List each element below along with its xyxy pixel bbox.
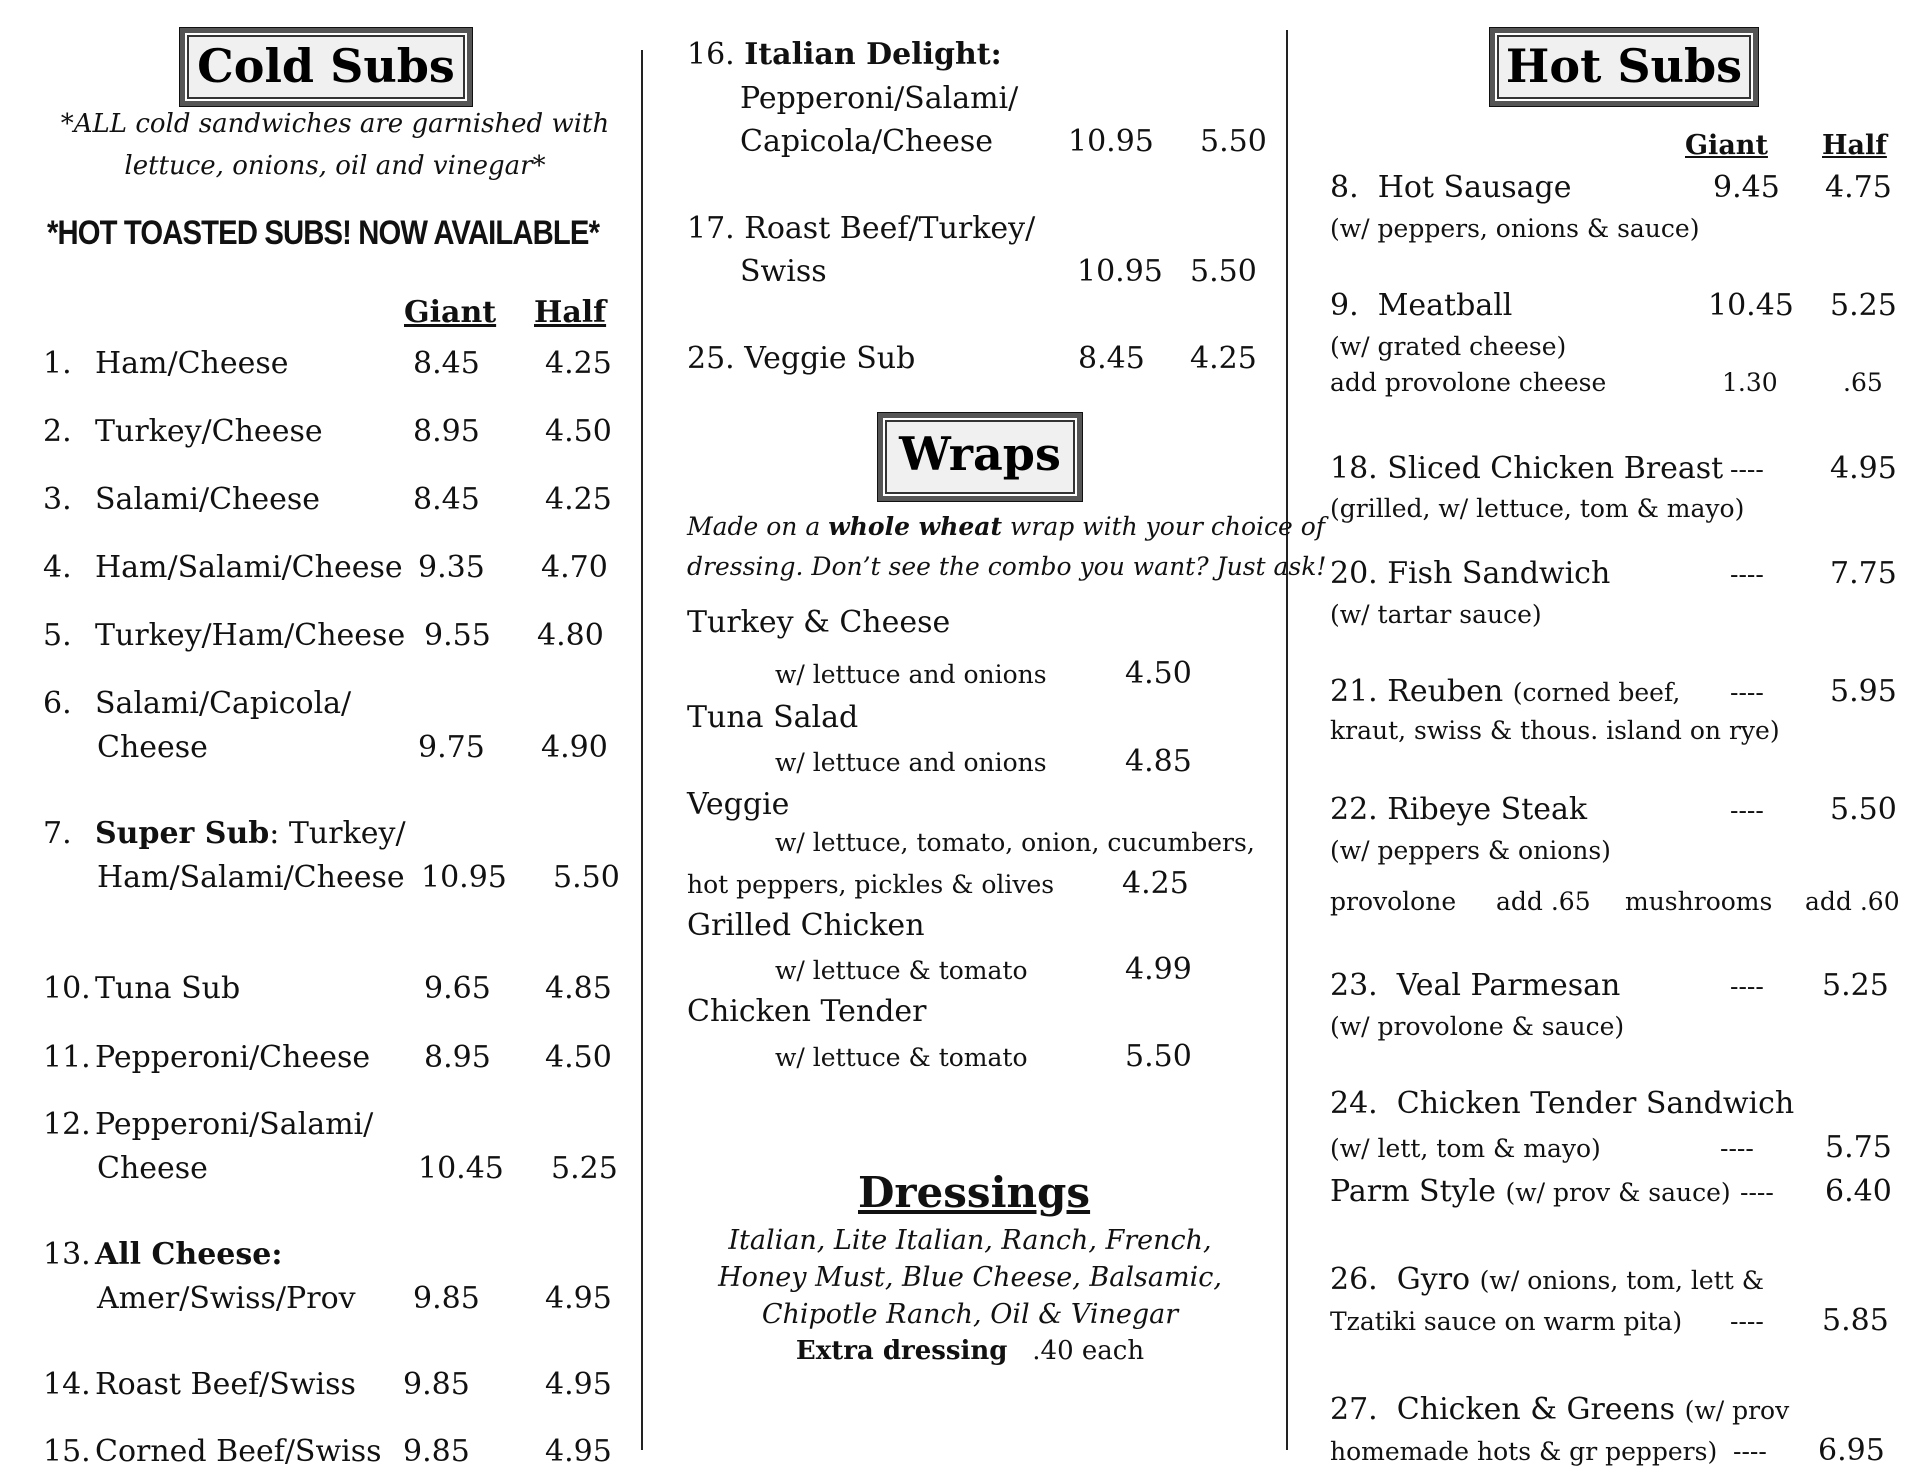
item-detail: kraut, swiss & thous. island on rye) <box>1330 716 1780 745</box>
item-name-continued: Cheese <box>97 730 208 765</box>
wraps-title: Wraps <box>878 413 1082 501</box>
item-number: 1. <box>43 346 72 381</box>
item-number: 4. <box>43 550 72 585</box>
giant-price: 8.45 <box>413 482 480 517</box>
half-price: 4.80 <box>537 618 604 653</box>
item-detail: (w/ peppers, onions & sauce) <box>1330 214 1700 243</box>
item-name: 21. Reuben (corned beef, <box>1330 674 1681 709</box>
item-name: 23. Veal Parmesan <box>1330 968 1621 1003</box>
giant-price: ---- <box>1730 972 1764 1001</box>
item-name: 22. Ribeye Steak <box>1330 792 1588 827</box>
dressings-line: Honey Must, Blue Cheese, Balsamic, <box>718 1262 1222 1293</box>
dressings-line: Italian, Lite Italian, Ranch, French, <box>728 1225 1212 1256</box>
wrap-name: Turkey & Cheese <box>687 605 951 640</box>
giant-price: 8.95 <box>424 1040 491 1075</box>
item-name: Pepperoni/Salami/ <box>95 1107 374 1142</box>
half-price: 4.75 <box>1825 170 1892 205</box>
wraps-note: Made on a whole wheat wrap with your choice of <box>687 512 1326 541</box>
item-name: 27. Chicken & Greens (w/ prov <box>1330 1392 1790 1427</box>
wrap-name: Grilled Chicken <box>687 908 925 943</box>
giant-price: ---- <box>1730 796 1764 825</box>
variant-name: Parm Style (w/ prov & sauce) <box>1330 1174 1731 1209</box>
item-number: 14. <box>43 1367 91 1402</box>
middle-column <box>645 0 1327 1484</box>
wrap-price: 5.50 <box>1125 1039 1192 1074</box>
half-header: Half <box>1822 130 1887 161</box>
item-name: 18. Sliced Chicken Breast <box>1330 451 1724 486</box>
half-price: 5.50 <box>1830 792 1897 827</box>
giant-header: Giant <box>1685 130 1768 161</box>
item-detail: (w/ peppers & onions) <box>1330 836 1611 865</box>
item-name: 25. Veggie Sub <box>687 341 916 376</box>
wrap-name: Veggie <box>687 787 790 822</box>
giant-price: 9.45 <box>1713 170 1780 205</box>
half-price: 7.75 <box>1830 556 1897 591</box>
variant-half-price: 6.40 <box>1825 1174 1892 1209</box>
giant-price: 9.75 <box>418 730 485 765</box>
item-detail: homemade hots & gr peppers) <box>1330 1437 1718 1466</box>
hot-subs-column <box>1290 0 1920 1484</box>
half-price: 4.25 <box>545 482 612 517</box>
giant-price: 8.45 <box>413 346 480 381</box>
half-price: 5.50 <box>553 860 620 895</box>
giant-price: ---- <box>1730 455 1764 484</box>
giant-price: 9.55 <box>424 618 491 653</box>
cold-subs-note: *ALL cold sandwiches are garnished with lettuce, onions, oil and vinegar* <box>60 109 610 181</box>
item-number: 13. <box>43 1237 91 1272</box>
wrap-detail: w/ lettuce & tomato <box>775 956 1028 985</box>
item-name: Super Sub: Turkey/ <box>95 816 406 851</box>
wrap-price: 4.99 <box>1125 952 1192 987</box>
addon-price: add .60 <box>1805 887 1900 916</box>
item-detail: (w/ grated cheese) <box>1330 332 1567 361</box>
giant-price: ---- <box>1730 678 1764 707</box>
item-detail: (grilled, w/ lettuce, tom & mayo) <box>1330 494 1745 523</box>
item-detail: (w/ provolone & sauce) <box>1330 1012 1625 1041</box>
giant-price: ---- <box>1733 1437 1767 1466</box>
item-name: Roast Beef/Swiss <box>95 1367 356 1402</box>
half-price: 4.25 <box>545 346 612 381</box>
half-price: 5.25 <box>551 1151 618 1186</box>
giant-price: 10.95 <box>1068 124 1154 159</box>
item-number: 6. <box>43 686 72 721</box>
half-price: 5.85 <box>1822 1303 1889 1338</box>
item-name: Pepperoni/Cheese <box>95 1040 371 1075</box>
toasted-subs-banner: *HOT TOASTED SUBS! NOW AVAILABLE* <box>47 214 600 252</box>
item-name: Corned Beef/Swiss <box>95 1434 382 1469</box>
item-detail: (w/ tartar sauce) <box>1330 600 1542 629</box>
wrap-price: 4.25 <box>1122 866 1189 901</box>
wraps-note-continued: dressing. Don’t see the combo you want? Just ask! <box>687 552 1327 581</box>
hot-subs-title: Hot Subs <box>1490 28 1758 106</box>
wrap-name: Chicken Tender <box>687 994 927 1029</box>
giant-price: ---- <box>1720 1134 1754 1163</box>
half-price: 4.95 <box>545 1367 612 1402</box>
wrap-detail: w/ lettuce, tomato, onion, cucumbers, <box>775 828 1255 857</box>
giant-price: ---- <box>1730 1307 1764 1336</box>
giant-price: 9.85 <box>403 1367 470 1402</box>
variant-giant-price: ---- <box>1740 1178 1774 1207</box>
wrap-detail: w/ lettuce & tomato <box>775 1043 1028 1072</box>
half-price: 5.50 <box>1200 124 1267 159</box>
item-name: 17. Roast Beef/Turkey/ <box>687 211 1036 246</box>
giant-price: 10.45 <box>1708 288 1794 323</box>
addon-half-price: .65 <box>1843 368 1883 397</box>
dressings-line: Chipotle Ranch, Oil & Vinegar <box>761 1299 1179 1330</box>
cold-subs-column <box>0 0 645 1484</box>
half-header: Half <box>534 295 607 330</box>
item-name: 16. Italian Delight: <box>687 37 1002 72</box>
item-detail: (w/ lett, tom & mayo) <box>1330 1134 1601 1163</box>
giant-price: 9.85 <box>413 1281 480 1316</box>
addon-label: add provolone cheese <box>1330 368 1607 397</box>
item-number: 10. <box>43 971 91 1006</box>
item-number: 7. <box>43 816 72 851</box>
half-price: 4.50 <box>545 414 612 449</box>
half-price: 4.25 <box>1190 341 1257 376</box>
half-price: 5.25 <box>1830 288 1897 323</box>
wrap-price: 4.50 <box>1125 656 1192 691</box>
giant-price: 8.45 <box>1078 341 1145 376</box>
item-name-continued: Pepperoni/Salami/ <box>740 81 1019 116</box>
dressings-list <box>695 1222 1245 1370</box>
extra-dressing: Extra dressing .40 each <box>795 1336 1145 1366</box>
item-name: All Cheese: <box>95 1237 283 1272</box>
wrap-detail-continued: hot peppers, pickles & olives <box>687 870 1055 899</box>
item-name: Ham/Cheese <box>95 346 289 381</box>
giant-price: 10.95 <box>421 860 507 895</box>
cold-subs-title: Cold Subs <box>180 28 472 106</box>
item-detail: Tzatiki sauce on warm pita) <box>1330 1307 1683 1336</box>
half-price: 5.75 <box>1825 1130 1892 1165</box>
half-price: 6.95 <box>1818 1433 1885 1468</box>
giant-price: 9.85 <box>403 1434 470 1469</box>
item-name: Tuna Sub <box>95 971 241 1006</box>
item-number: 11. <box>43 1040 91 1075</box>
wrap-detail: w/ lettuce and onions <box>775 748 1047 777</box>
half-price: 4.90 <box>541 730 608 765</box>
item-number: 2. <box>43 414 72 449</box>
item-name: 20. Fish Sandwich <box>1330 556 1611 591</box>
half-price: 5.50 <box>1190 254 1257 289</box>
item-name: Salami/Capicola/ <box>95 686 352 721</box>
half-price: 4.95 <box>545 1281 612 1316</box>
item-number: 5. <box>43 618 72 653</box>
item-name-continued: Cheese <box>97 1151 208 1186</box>
item-name-continued: Ham/Salami/Cheese <box>97 860 405 895</box>
item-number: 15. <box>43 1434 91 1469</box>
dressings-title: Dressings <box>858 1168 1091 1217</box>
item-name-continued: Amer/Swiss/Prov <box>97 1281 356 1316</box>
addon-label: provolone <box>1330 887 1457 916</box>
giant-price: 9.65 <box>424 971 491 1006</box>
addon-label: mushrooms <box>1625 887 1773 916</box>
giant-price: 8.95 <box>413 414 480 449</box>
giant-price: 10.45 <box>418 1151 504 1186</box>
giant-price: 10.95 <box>1077 254 1163 289</box>
half-price: 5.25 <box>1822 968 1889 1003</box>
item-number: 12. <box>43 1107 91 1142</box>
item-name: 24. Chicken Tender Sandwich <box>1330 1086 1795 1121</box>
half-price: 4.95 <box>545 1434 612 1469</box>
addon-giant-price: 1.30 <box>1722 368 1778 397</box>
item-name-continued: Swiss <box>740 254 827 289</box>
giant-price: ---- <box>1730 560 1764 589</box>
half-price: 4.85 <box>545 971 612 1006</box>
item-name: Ham/Salami/Cheese <box>95 550 403 585</box>
item-name: Turkey/Cheese <box>95 414 323 449</box>
half-price: 4.50 <box>545 1040 612 1075</box>
item-number: 3. <box>43 482 72 517</box>
item-name-continued: Capicola/Cheese <box>740 124 994 159</box>
half-price: 4.95 <box>1830 451 1897 486</box>
wrap-detail: w/ lettuce and onions <box>775 660 1047 689</box>
giant-price: 9.35 <box>418 550 485 585</box>
item-name: 9. Meatball <box>1330 288 1513 323</box>
item-name: Salami/Cheese <box>95 482 320 517</box>
giant-header: Giant <box>404 295 497 330</box>
half-price: 4.70 <box>541 550 608 585</box>
item-name: Turkey/Ham/Cheese <box>95 618 406 653</box>
addon-price: add .65 <box>1496 887 1591 916</box>
wrap-price: 4.85 <box>1125 744 1192 779</box>
item-name: 26. Gyro (w/ onions, tom, lett & <box>1330 1262 1764 1297</box>
wrap-name: Tuna Salad <box>687 700 859 735</box>
half-price: 5.95 <box>1830 674 1897 709</box>
item-name: 8. Hot Sausage <box>1330 170 1572 205</box>
